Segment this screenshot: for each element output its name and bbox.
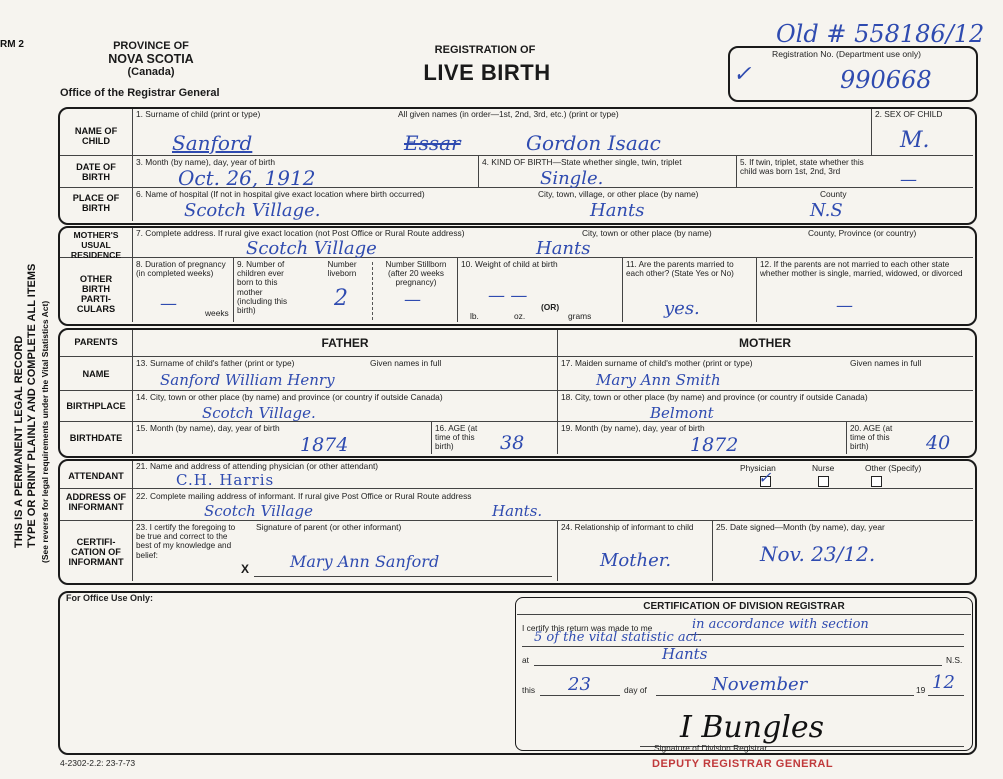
field-2-label: 2. SEX OF CHILD [875,109,943,119]
field-10-label: 10. Weight of child at birth [461,259,558,269]
cert-text-1: in accordance with section [692,617,869,632]
informant-city: Hants. [492,502,543,520]
mother-birthplace: Belmont [650,404,714,422]
cert-place: Hants [662,645,708,663]
child-given-names: Gordon Isaac [526,131,661,155]
date-of-birth: Oct. 26, 1912 [178,166,316,190]
child-given-struck: Essar [404,131,461,155]
informant-signature: Mary Ann Sanford [290,552,440,571]
field-9b-label: Number liveborn [327,260,357,279]
field-10-or: (OR) [541,302,560,312]
field-12-label: 12. If the parents are not married to each other state whether mother is single, married, widowed, or divorced [760,260,963,279]
field-15-label: 15. Month (by name), day, year of birth [136,423,280,433]
field-23-signature-label: Signature of parent (or other informant) [256,522,402,532]
number-stillborn: — [404,290,421,310]
field-8-weeks: weeks [205,308,229,318]
field-7-label: 7. Complete address. If rural give exact location (not Post Office or Rural Route address) [136,228,465,238]
old-number: Old # 558186/12 [776,20,985,48]
cert-19-label: 19 [916,685,926,695]
name-of-child-label: NAME OF CHILD [74,126,118,146]
field-11-label: 11. Are the parents married to each other? (State Yes or No) [626,260,734,279]
date-signed: Nov. 23/12. [760,542,876,566]
field-21-label: 21. Name and address of attending physician (or other attendant) [136,461,379,471]
marital-status: — [836,296,853,316]
registration-label: Registration No. (Department use only) [772,49,922,59]
province-name: NOVA SCOTIA [108,52,194,66]
field-25-label: 25. Date signed—Month (by name), day, year [716,522,885,532]
side-text-2: TYPE OR PRINT PLAINLY AND COMPLETE ALL ITEMS [26,263,38,548]
other-checkbox[interactable] [871,476,882,487]
birth-weight: — — [488,286,528,306]
nurse-checkbox[interactable] [818,476,829,487]
place-of-birth-label: PLACE OF BIRTH [72,193,120,213]
birth-city: Hants [590,200,645,221]
registration-value: 990668 [840,66,932,94]
field-8-label: 8. Duration of pregnancy (in completed weeks) [136,260,226,279]
field-16-label: 16. AGE (at time of this birth) [435,424,478,452]
cert-day: 23 [568,674,591,695]
other-option-label: Other (Specify) [865,463,922,473]
birthdate-label: BIRTHDATE [69,433,123,443]
form-number: RM 2 [0,39,24,50]
registrar-certification-title: CERTIFICATION OF DIVISION REGISTRAR [643,601,845,612]
country-name: (Canada) [127,66,175,78]
office-name: Office of the Registrar General [60,87,220,99]
field-14-label: 14. City, town or other place (by name) and province (or country if outside Canada) [136,392,443,402]
pregnancy-duration: — [160,294,177,314]
registrar-signature: I Bungles [680,710,825,745]
child-sex: M. [900,128,930,153]
birth-county: N.S [810,200,843,221]
province-of: PROVINCE OF [113,40,189,52]
child-surname: Sanford [172,131,253,155]
field-23-x: X [241,562,250,576]
cert-text-2: 5 of the vital statistic act. [534,630,703,645]
cert-this-label: this [522,685,536,695]
form-footer-code: 4-2302-2.2: 23-7-73 [60,758,136,768]
document-title: LIVE BIRTH [423,60,551,85]
cert-month: November [712,674,808,695]
field-19-label: 19. Month (by name), day, year of birth [561,423,705,433]
field-10-grams: grams [568,311,592,321]
field-5-label: 5. If twin, triplet, state whether this child was born 1st, 2nd, 3rd [740,158,864,177]
field-6c-label: County [820,189,847,199]
field-9-label: 9. Number of children ever born to this mother (including this birth) [237,260,288,316]
field-4-label: 4. KIND OF BIRTH—State whether single, twin, triplet [482,157,682,167]
mothers-residence-label: MOTHER'S USUAL RESIDENCE [70,230,122,260]
informant-certification-label: CERTIFI- CATION OF INFORMANT [68,537,124,567]
mother-birthdate: 1872 [690,434,739,456]
cert-at-label: at [522,655,529,665]
field-20-label: 20. AGE (at time of this birth) [850,424,893,452]
field-10-oz: oz. [514,311,526,321]
side-text-3: (See reverse for legal requirements under the Vital Statistics Act) [40,300,50,563]
parent-name-label: NAME [82,369,110,379]
registration-number-box [728,46,978,102]
field-1-label: 1. Surname of child (print or type) [136,109,261,119]
birthplace-label: BIRTHPLACE [66,401,126,411]
field-3-label: 3. Month (by name), day, year of birth [136,157,276,167]
office-use-label: For Office Use Only: [66,593,154,603]
twin-order: — [900,170,917,190]
cert-line-1-label: I certify this return was made to me [522,623,653,633]
date-of-birth-label: DATE OF BIRTH [76,162,116,182]
check-mark: ✓ [733,62,752,87]
cert-year: 12 [932,672,955,693]
cert-day-of-label: day of [624,685,647,695]
registrar-signature-label: Signature of Division Registrar [654,743,768,753]
field-1b-label: All given names (in order—1st, 2nd, 3rd, etc.) (print or type) [398,109,619,119]
field-17b-label: Given names in full [850,358,922,368]
field-13b-label: Given names in full [370,358,442,368]
field-10-lb: lb. [470,311,479,321]
informant-address-label: ADDRESS OF INFORMANT [65,492,127,512]
field-18-label: 18. City, town or other place (by name) and province (or country if outside Canada) [561,392,868,402]
field-7c-label: County, Province (or country) [808,228,917,238]
residence-city: Hants [536,238,591,259]
field-6-label: 6. Name of hospital (If not in hospital give exact location where birth occurred) [136,189,425,199]
parents-label: PARENTS [74,337,118,347]
residence-address: Scotch Village [246,238,377,259]
deputy-registrar-stamp: DEPUTY REGISTRAR GENERAL [652,758,834,770]
province-block [86,40,216,78]
attendant-label: ATTENDANT [68,471,124,481]
physician-option-label: Physician [740,463,776,473]
field-24-label: 24. Relationship of informant to child [561,523,694,532]
cert-ns-label: N.S. [946,655,963,665]
attendant-name: C.H. Harris [176,471,275,489]
father-birthdate: 1874 [300,434,349,456]
field-13-label: 13. Surname of child's father (print or type) [136,358,295,368]
number-liveborn: 2 [334,286,348,311]
field-23-label: 23. I certify the foregoing to be true and correct to the best of my knowledge and belief: [136,523,236,560]
physician-check-mark: ✓ [758,468,772,487]
field-7b-label: City, town or other place (by name) [582,228,712,238]
father-age: 38 [500,432,525,454]
field-6b-label: City, town, village, or other place (by name) [538,189,699,199]
informant-address: Scotch Village [204,502,313,520]
mother-heading: MOTHER [739,336,791,350]
kind-of-birth: Single. [540,168,604,189]
parents-married: yes. [664,298,700,319]
mother-age: 40 [926,432,951,454]
field-9c-label: Number Stillborn (after 20 weeks pregnancy) [385,260,447,288]
father-heading: FATHER [321,336,369,350]
hospital-location: Scotch Village. [184,200,321,221]
nurse-option-label: Nurse [812,463,835,473]
informant-relationship: Mother. [600,550,672,571]
mother-name: Mary Ann Smith [596,371,721,389]
other-particulars-label: OTHER BIRTH PARTI- CULARS [76,274,116,314]
father-birthplace: Scotch Village. [202,404,316,422]
field-22-label: 22. Complete mailing address of informant. If rural give Post Office or Rural Route address [136,491,472,501]
registration-of: REGISTRATION OF [434,44,536,56]
side-text-1: THIS IS A PERMANENT LEGAL RECORD [13,335,25,548]
father-name: Sanford William Henry [160,371,335,389]
field-17-label: 17. Maiden surname of child's mother (print or type) [561,358,753,368]
